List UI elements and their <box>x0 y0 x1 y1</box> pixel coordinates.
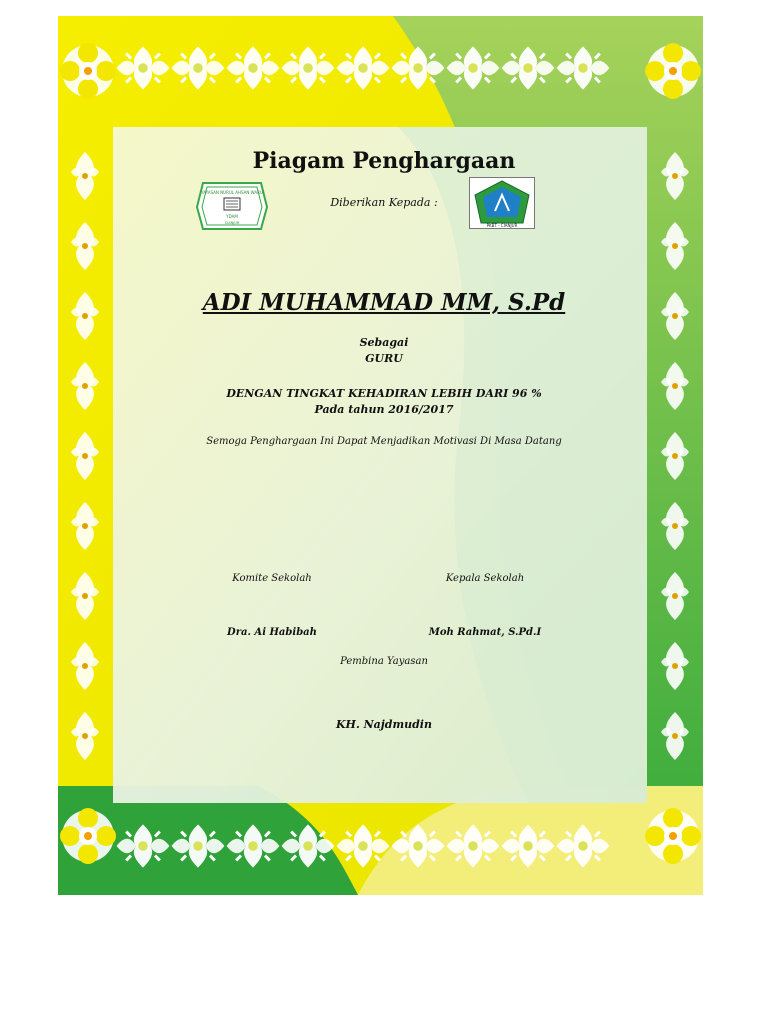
left-signature-role: Komite Sekolah <box>232 573 312 584</box>
left-signature-name: Dra. Ai Habibah <box>227 627 317 638</box>
right-logo-text-bottom: PKBT - CIANJUR <box>486 223 518 228</box>
as-label: Sebagai <box>359 336 409 349</box>
bottom-signature-name: KH. Najdmudin <box>336 718 432 731</box>
left-logo-text-city: CIANJUR <box>224 221 240 225</box>
achievement-text: DENGAN TINGKAT KEHADIRAN LEBIH DARI 96 % <box>226 387 542 400</box>
role-label: GURU <box>365 352 403 365</box>
right-signature-name: Moh Rahmat, S.Pd.I <box>428 627 542 638</box>
bottom-signature-role: Pembina Yayasan <box>340 656 428 667</box>
wish-text: Semoga Penghargaan Ini Dapat Menjadikan Motivasi Di Masa Datang <box>206 436 562 447</box>
year-text: Pada tahun 2016/2017 <box>314 403 454 416</box>
certificate-title: Piagam Penghargaan <box>252 148 516 174</box>
right-signature-role: Kepala Sekolah <box>445 573 525 584</box>
given-to-label: Diberikan Kepada : <box>330 196 438 209</box>
recipient-name: ADI MUHAMMAD MM, S.Pd <box>202 289 566 316</box>
left-logo-text-bottom: YDAM <box>226 214 238 219</box>
left-logo-text-top: YAYASAN NURUL AHSAN WARU <box>201 190 263 195</box>
